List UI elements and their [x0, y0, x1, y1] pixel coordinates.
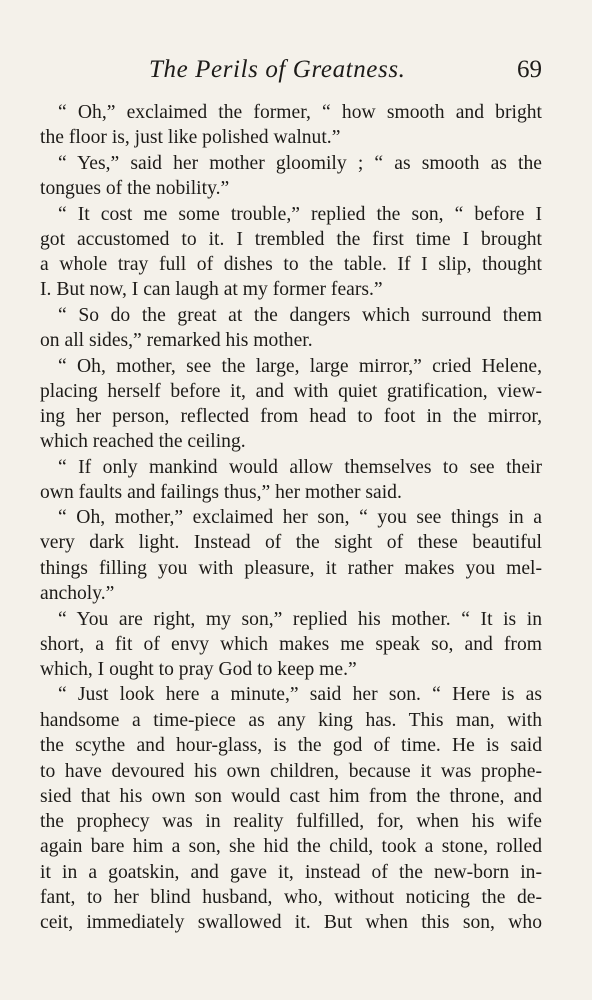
text-line: placing herself before it, and with quiet gratification, view- — [40, 381, 542, 402]
text-line: ceit, immediately swallowed it. But when this son, who — [40, 912, 542, 933]
text-line: own faults and failings thus,” her mother said. — [40, 482, 402, 503]
text-line: “ You are right, my son,” replied his mother. “ It is in — [58, 609, 542, 630]
text-line: which, I ought to pray God to keep me.” — [40, 659, 357, 680]
text-line: “ Just look here a minute,” said her son. “ Here is as — [58, 684, 542, 705]
text-line: the scythe and hour-glass, is the god of time. He is said — [40, 735, 542, 756]
text-line: the prophecy was in reality fulfilled, for, when his wife — [40, 811, 542, 832]
text-line: “ Oh,” exclaimed the former, “ how smooth and bright — [58, 102, 542, 123]
text-line: it in a goatskin, and gave it, instead of the new-born in- — [40, 862, 542, 883]
text-line: “ Oh, mother, see the large, large mirror,” cried Helene, — [58, 356, 542, 377]
text-line: “ So do the great at the dangers which surround them — [58, 305, 542, 326]
text-line: I. But now, I can laugh at my former fears.” — [40, 279, 383, 300]
page-number: 69 — [517, 56, 542, 83]
text-line: tongues of the nobility.” — [40, 178, 230, 199]
text-line: the floor is, just like polished walnut.” — [40, 127, 341, 148]
text-line: handsome a time-piece as any king has. This man, with — [40, 710, 542, 731]
text-line: got accustomed to it. I trembled the first time I brought — [40, 229, 542, 250]
text-line: sied that his own son would cast him from the throne, and — [40, 786, 542, 807]
text-line: to have devoured his own children, because it was prophe- — [40, 761, 542, 782]
text-line: again bare him a son, she hid the child, took a stone, rolled — [40, 836, 542, 857]
text-line: a whole tray full of dishes to the table. If I slip, thought — [40, 254, 542, 275]
text-line: which reached the ceiling. — [40, 431, 246, 452]
text-line: “ If only mankind would allow themselves to see their — [58, 457, 542, 478]
text-line: things filling you with pleasure, it rather makes you mel- — [40, 558, 542, 579]
page-header — [40, 52, 542, 88]
text-line: “ It cost me some trouble,” replied the son, “ before I — [58, 204, 542, 225]
text-line: “ Yes,” said her mother gloomily ; “ as smooth as the — [58, 153, 542, 174]
text-line: “ Oh, mother,” exclaimed her son, “ you see things in a — [58, 507, 542, 528]
text-line: short, a fit of envy which makes me speak so, and from — [40, 634, 542, 655]
running-title: The Perils of Greatness. — [149, 56, 406, 83]
text-line: ancholy.” — [40, 583, 115, 604]
text-line: fant, to her blind husband, who, without noticing the de- — [40, 887, 542, 908]
text-line: on all sides,” remarked his mother. — [40, 330, 313, 351]
text-line: ing her person, reflected from head to foot in the mirror, — [40, 406, 542, 427]
text-line: very dark light. Instead of the sight of these beautiful — [40, 532, 542, 553]
